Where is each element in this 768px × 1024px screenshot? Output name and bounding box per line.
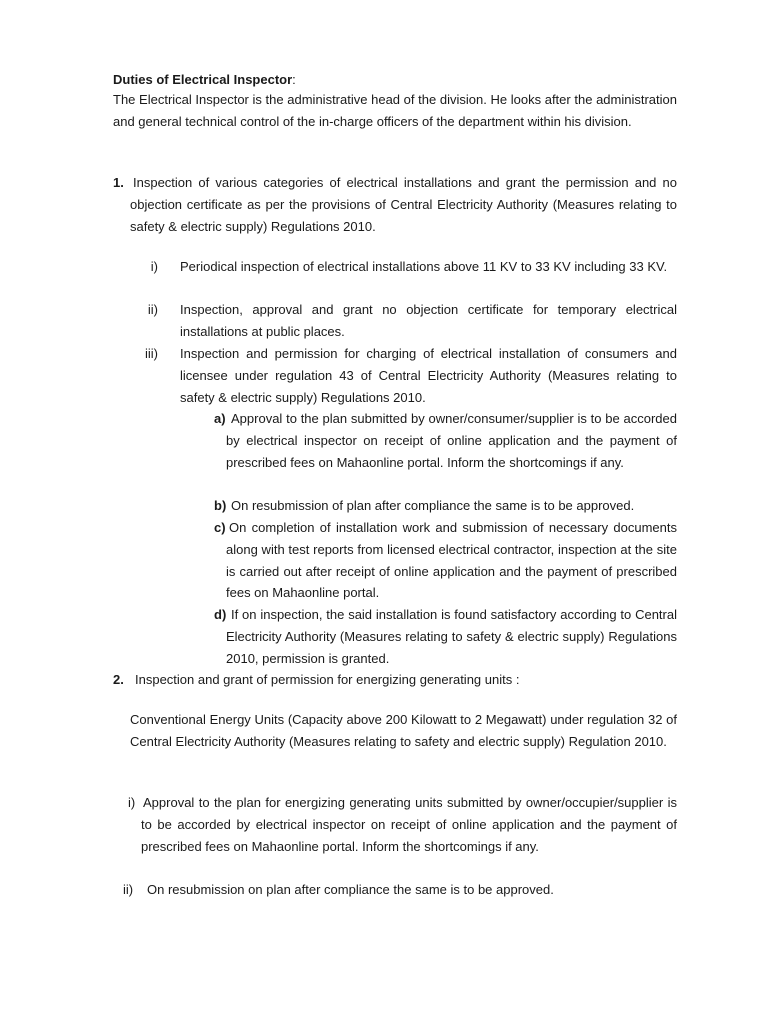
sub-item-a-label: a) [214, 411, 226, 426]
title-text: Duties of Electrical Inspector [113, 72, 293, 87]
s1-item-1-number: i) [150, 259, 158, 274]
s2-item-2-text: On resubmission on plan after compliance the same is to be approved. [147, 882, 554, 897]
intro-paragraph: The Electrical Inspector is the administrative head of the division. He looks after the administration and general technical control of the in-charge officers of the department within his division. [113, 92, 677, 129]
sub-item-d-label: d) [214, 607, 227, 622]
section-2-number: 2. [113, 672, 124, 687]
s1-item-3-number: iii) [145, 346, 158, 361]
section-2-paragraph: Conventional Energy Units (Capacity above 200 Kilowatt to 2 Megawatt) under regulation 32 of Central Electricity Authority (Measures relating to safety and electric supply) Regulation 2010. [130, 712, 677, 749]
s2-item-1-text: Approval to the plan for energizing generating units submitted by owner/occupier/supplier is to be accorded by electrical inspector on receipt of online application and the payment of prescribed fees on Mahaonline portal. Inform the shortcomings if any. [141, 795, 677, 854]
section-1-text: Inspection of various categories of electrical installations and grant the permission and no objection certificate as per the provisions of Central Electricity Authority (Measures relating to safety & electric supply) Regulations 2010. [130, 175, 677, 234]
sub-item-d-text: If on inspection, the said installation is found satisfactory according to Central Electricity Authority (Measures relating to safety & electric supply) Regulations 2010, permission is granted. [226, 607, 677, 666]
s1-item-2-number: ii) [147, 302, 158, 317]
sub-item-a-text: Approval to the plan submitted by owner/consumer/supplier is to be accorded by electrical inspector on receipt of online application and the payment of prescribed fees on Mahaonline portal. Inform the shortcomings if any. [226, 411, 677, 470]
section-1-number: 1. [113, 175, 124, 190]
sub-item-b-text: On resubmission of plan after compliance the same is to be approved. [231, 498, 635, 513]
page-title [113, 69, 296, 91]
s2-item-1-number: i) [128, 795, 136, 810]
title-colon: : [292, 72, 296, 87]
s1-item-2-text: Inspection, approval and grant no objection certificate for temporary electrical installations at public places. [180, 302, 677, 339]
sub-item-c-text: On completion of installation work and submission of necessary documents along with test reports from licensed electrical contractor, inspection at the site is carried out after receipt of online application and the payment of prescribed fees on Mahaonline portal. [226, 520, 677, 601]
s1-item-3-text: Inspection and permission for charging of electrical installation of consumers and licensee under regulation 43 of Central Electricity Authority (Measures relating to safety & electric supply) Regulations 2010. [180, 346, 677, 405]
s1-item-1-text: Periodical inspection of electrical installations above 11 KV to 33 KV including 33 KV. [180, 259, 668, 274]
s2-item-2-number: ii) [123, 882, 134, 897]
section-2-text: Inspection and grant of permission for energizing generating units : [135, 672, 520, 687]
sub-item-c-label: c) [214, 520, 226, 535]
sub-item-b-label: b) [214, 498, 227, 513]
